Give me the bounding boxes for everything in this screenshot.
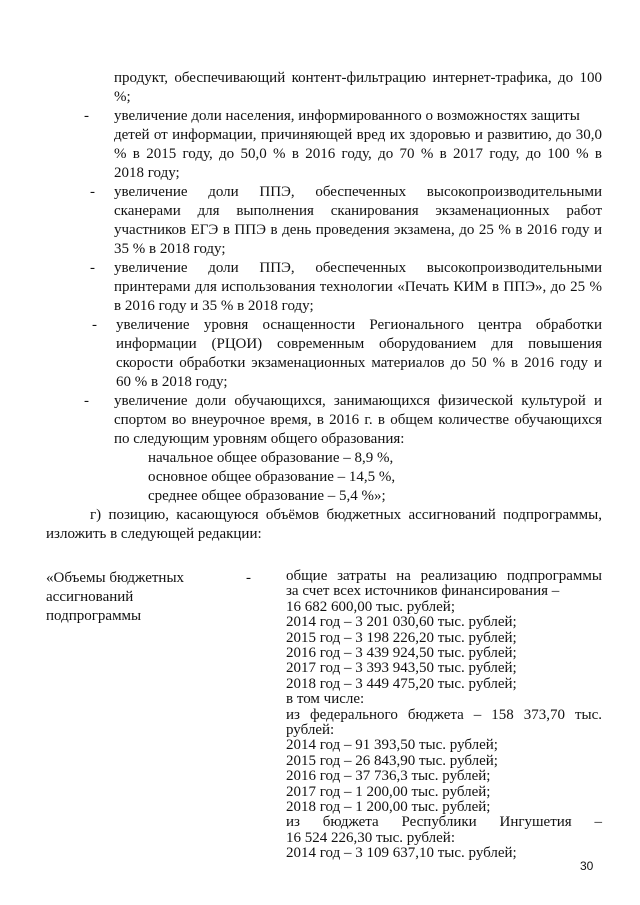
list-bullet: - — [84, 108, 89, 124]
table-value: 2015 год – 3 198 226,20 тыс. рублей; — [286, 629, 517, 646]
table-value: из бюджета Республики Ингушетия – — [286, 814, 602, 831]
text-line: %; — [114, 89, 131, 105]
text-line: увеличение доли обучающихся, занимающихся физической культурой и — [114, 393, 602, 409]
text-line: увеличение доли населения, информированного о возможностях защиты — [114, 108, 580, 124]
table-label: ассигнований — [46, 589, 134, 605]
text-line: увеличение уровня оснащенности Регионального центра обработки — [116, 317, 602, 333]
text-line: спортом во внеурочное время, в 2016 г. в общем количестве обучающихся — [114, 412, 602, 428]
table-value: 2016 год – 3 439 924,50 тыс. рублей; — [286, 645, 517, 661]
text-line: увеличение доли ППЭ, обеспеченных высокопроизводительными — [114, 184, 602, 200]
table-value: 2014 год – 3 109 637,10 тыс. рублей; — [286, 845, 517, 862]
page-number: 30 — [580, 859, 594, 873]
table-dash: - — [246, 570, 251, 586]
list-bullet: - — [90, 184, 95, 200]
list-bullet: - — [90, 260, 95, 276]
text-line: 35 % в 2018 году; — [114, 241, 226, 257]
text-line: скорости обработки экзаменационных материалов до 50 % в 2016 году и — [116, 355, 602, 371]
table-value: 16 524 226,30 тыс. рублей: — [286, 829, 455, 846]
table-value: 2018 год – 3 449 475,20 тыс. рублей; — [286, 675, 517, 692]
table-label: «Объемы бюджетных — [46, 570, 185, 586]
text-line: информации (РЦОИ) современным оборудованием для повышения — [116, 336, 602, 352]
table-value: 2017 год – 1 200,00 тыс. рублей; — [286, 783, 491, 800]
text-line: принтерами для использования технологии «Печать КИМ в ППЭ», до 25 % — [114, 279, 602, 295]
table-value: 16 682 600,00 тыс. рублей; — [286, 598, 455, 615]
table-label: подпрограммы — [46, 608, 142, 624]
text-line: сканерами для выполнения сканирования экзаменационных работ — [114, 203, 602, 219]
text-line: 2018 году; — [114, 165, 180, 181]
text-line: по следующим уровням общего образования: — [114, 431, 405, 447]
text-line: детей от информации, причиняющей вред их здоровью и развитию, до 30,0 — [114, 127, 602, 143]
text-line: 60 % в 2018 году; — [116, 374, 228, 390]
text-line: в 2016 году и 35 % в 2018 году; — [114, 298, 314, 314]
table-value: 2015 год – 26 843,90 тыс. рублей; — [286, 752, 498, 769]
table-value: из федерального бюджета – 158 373,70 тыс. — [286, 706, 602, 723]
table-value: общие затраты на реализацию подпрограммы — [286, 568, 602, 584]
text-line: изложить в следующей редакции: — [46, 526, 262, 542]
text-line: основное общее образование – 14,5 %, — [148, 469, 396, 485]
text-line: продукт, обеспечивающий контент-фильтрацию интернет-трафика, до 100 — [114, 70, 602, 86]
text-line: увеличение доли ППЭ, обеспеченных высокопроизводительными — [114, 260, 602, 276]
table-value: 2016 год – 37 736,3 тыс. рублей; — [286, 768, 491, 785]
table-value: в том числе: — [286, 691, 365, 708]
text-line: начальное общее образование – 8,9 %, — [148, 450, 394, 466]
table-value: 2014 год – 91 393,50 тыс. рублей; — [286, 737, 498, 754]
list-bullet: - — [84, 393, 89, 409]
table-value: рублей: — [286, 722, 335, 738]
text-line: среднее общее образование – 5,4 %»; — [148, 488, 386, 504]
text-line: г) позицию, касающуюся объёмов бюджетных ассигнований подпрограммы, — [90, 507, 602, 523]
table-value: 2014 год – 3 201 030,60 тыс. рублей; — [286, 614, 517, 631]
text-line: участников ЕГЭ в ППЭ в день проведения экзамена, до 25 % в 2016 году и — [114, 222, 602, 238]
table-value: за счет всех источников финансирования – — [286, 583, 560, 600]
list-bullet: - — [92, 317, 97, 333]
text-line: % в 2015 году, до 50,0 % в 2016 году, до 70 % в 2017 году, до 100 % в — [114, 146, 602, 162]
table-value: 2017 год – 3 393 943,50 тыс. рублей; — [286, 660, 517, 677]
table-value: 2018 год – 1 200,00 тыс. рублей; — [286, 799, 491, 815]
